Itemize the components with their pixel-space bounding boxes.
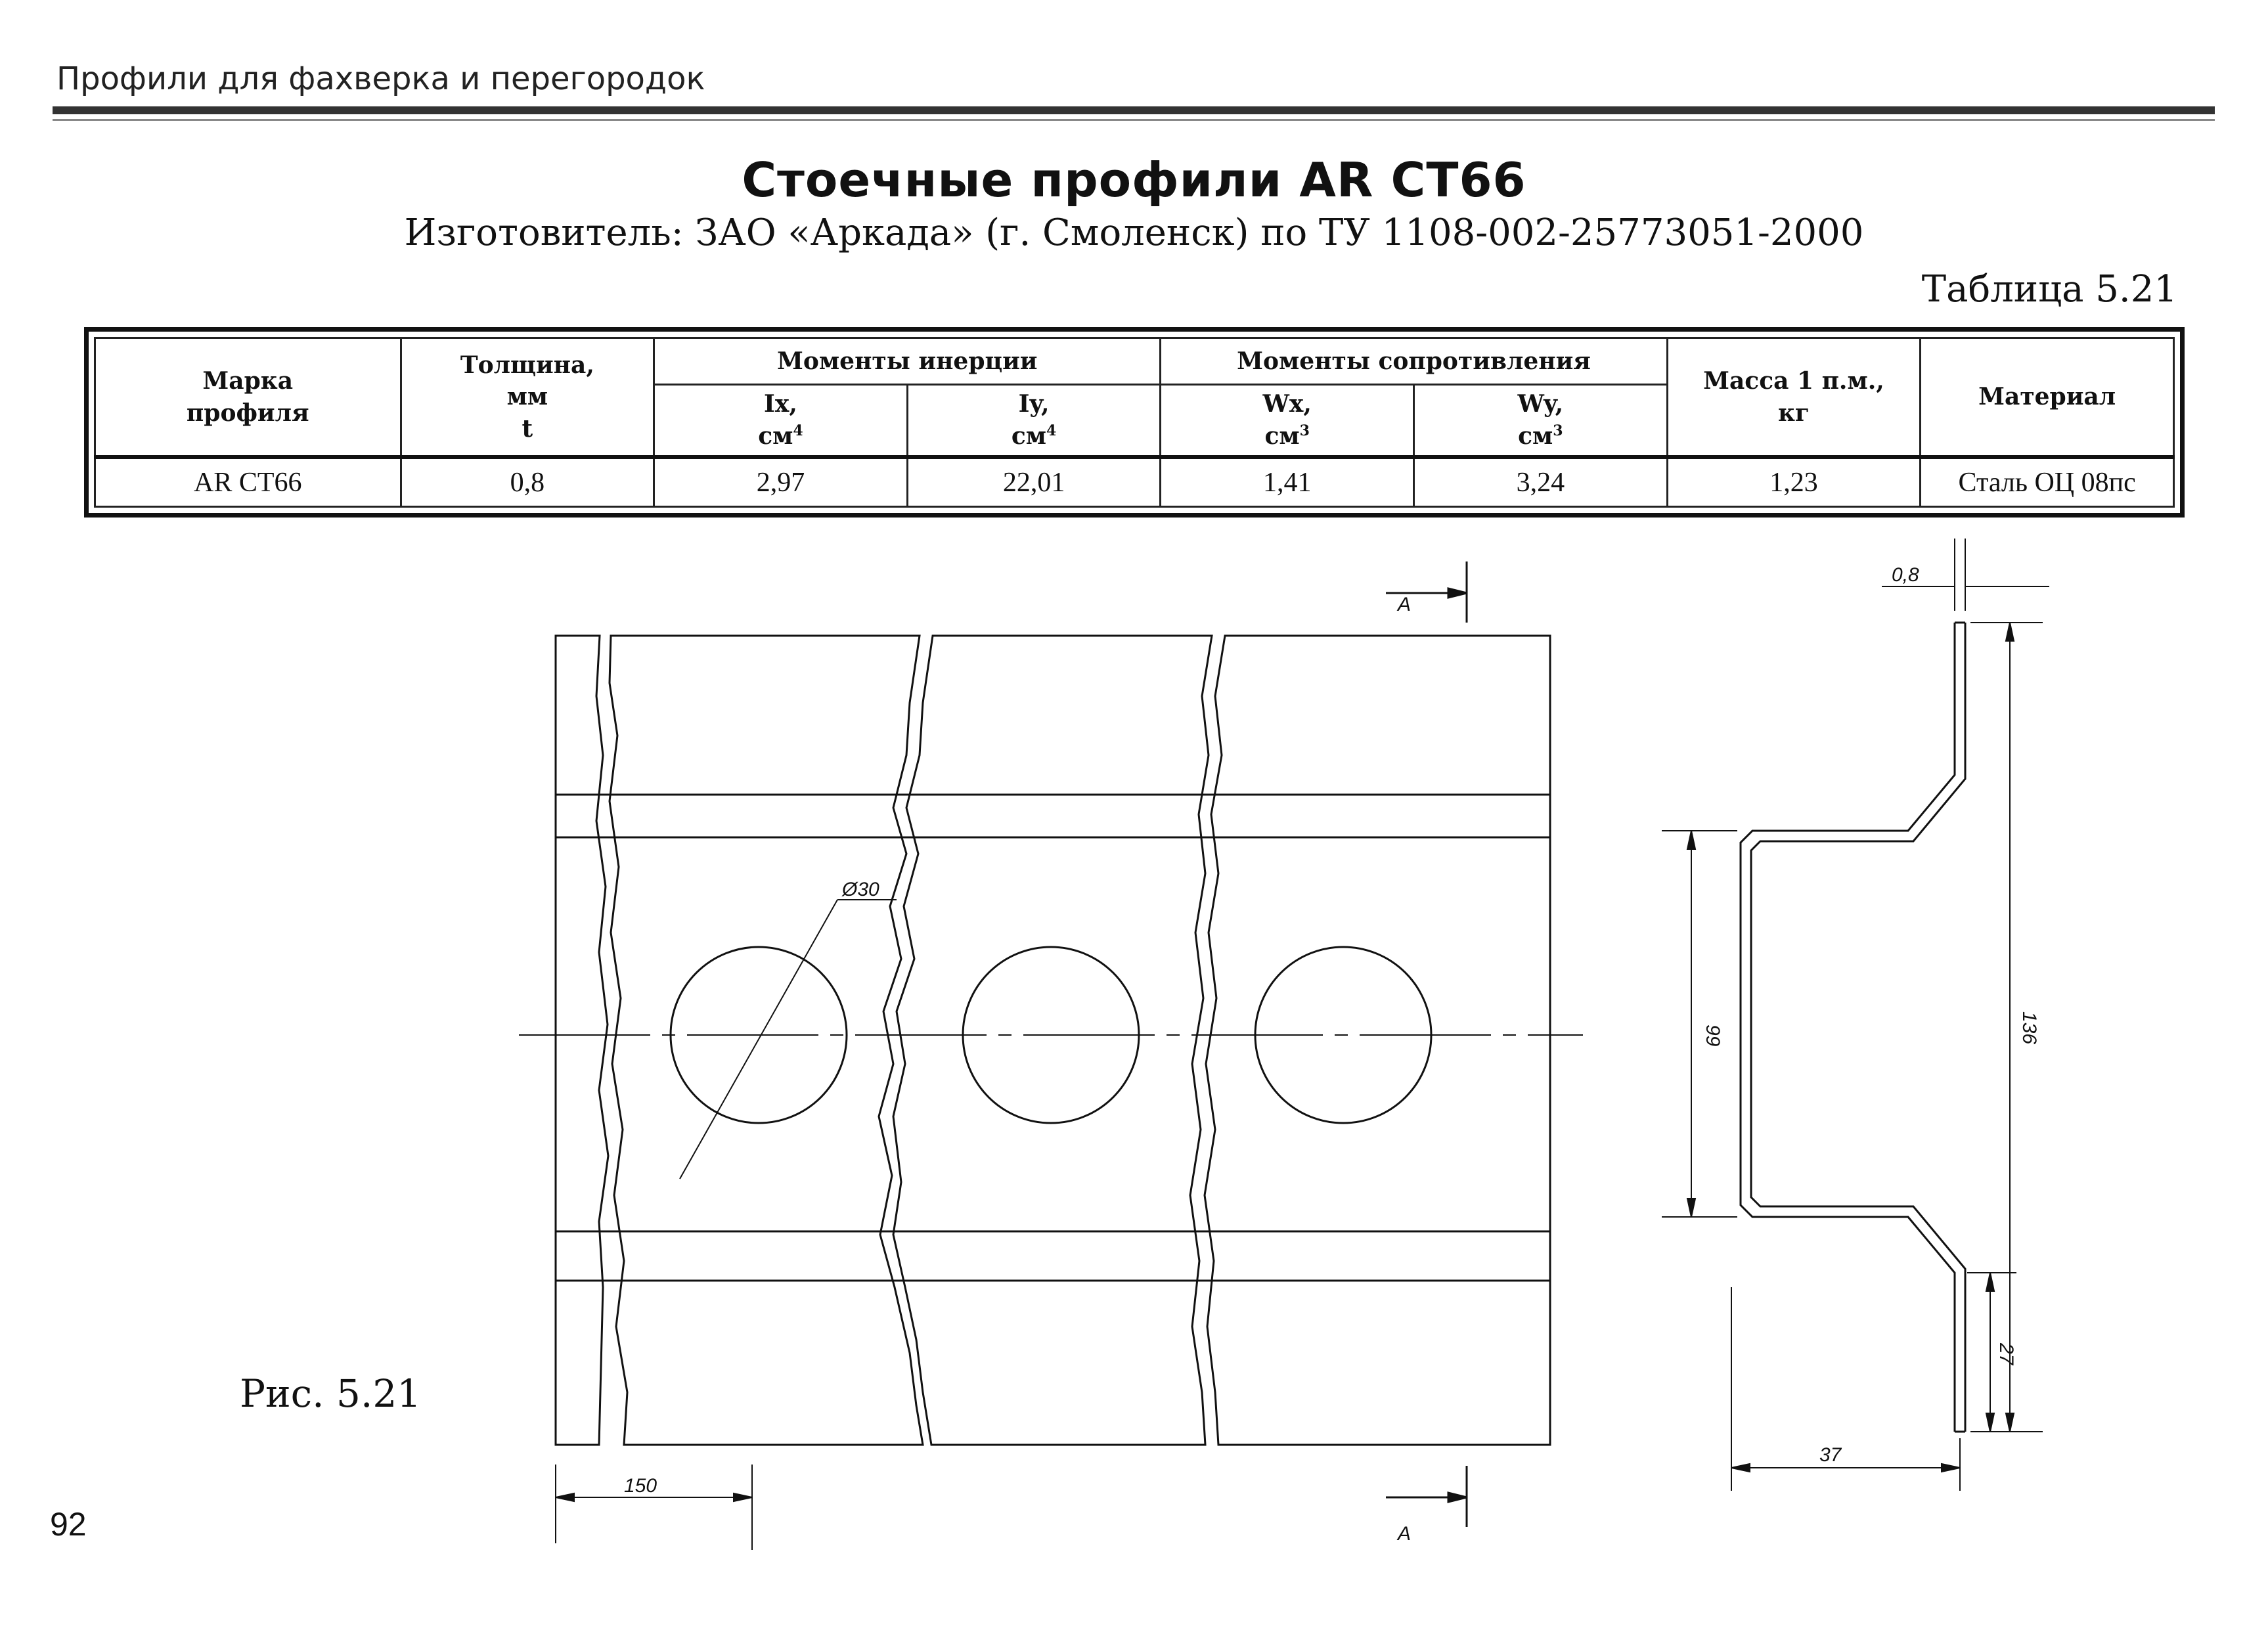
section-mark-label: A: [1398, 594, 1412, 615]
cell-iy: 22,01: [907, 457, 1161, 506]
header-iy: Iy, $см^4$: [907, 384, 1161, 457]
front-view: [556, 636, 1550, 1445]
header-wy: Wy, $см^3$: [1414, 384, 1668, 457]
page-subtitle: Изготовитель: ЗАО «Аркада» (г. Смоленск) по ТУ 1108-002-25773051-2000: [404, 211, 1864, 254]
section-view: [1741, 623, 1965, 1432]
cell-thickness: 0,8: [401, 457, 654, 506]
header-material: Материал: [1921, 338, 2174, 458]
hole-diameter-label: Ø30: [842, 879, 879, 900]
pitch-label: 150: [624, 1475, 657, 1497]
depth-label: 37: [1819, 1444, 1842, 1466]
header-wx: Wx, $см^3$: [1161, 384, 1414, 457]
header-thickness: Толщина, мм t: [401, 338, 654, 458]
cell-mass: 1,23: [1667, 457, 1921, 506]
section-dimensions: [1662, 539, 2049, 1491]
section-header: Профили для фахверка и перегородок: [56, 60, 705, 97]
section-mark-bottom: [1386, 1466, 1467, 1527]
page-number: 92: [50, 1506, 87, 1543]
header-inertia: Моменты инерции: [654, 338, 1161, 385]
header-resistance: Моменты сопротивления: [1161, 338, 1667, 385]
section-mark-label: A: [1398, 1523, 1412, 1545]
cell-ix: 2,97: [654, 457, 908, 506]
header-mass: Масса 1 п.м., кг: [1667, 338, 1921, 458]
figure-label: Рис. 5.21: [240, 1371, 422, 1416]
cell-material: Сталь ОЦ 08пс: [1921, 457, 2174, 506]
cell-mark: AR CT66: [95, 457, 401, 506]
thickness-dim-label: 0,8: [1892, 564, 1919, 586]
total-height-label: 136: [2018, 1011, 2040, 1045]
table-label: Таблица 5.21: [1921, 268, 2177, 311]
page-title: Стоечные профили AR CT66: [742, 152, 1526, 208]
cell-wy: 3,24: [1414, 457, 1668, 506]
header-ix: Ix, $см^4$: [654, 384, 908, 457]
web-height-label: 99: [1702, 1024, 1723, 1047]
header-mark: Марка профиля: [95, 338, 401, 458]
cell-wx: 1,41: [1161, 457, 1414, 506]
flange-label: 27: [1995, 1343, 2017, 1365]
